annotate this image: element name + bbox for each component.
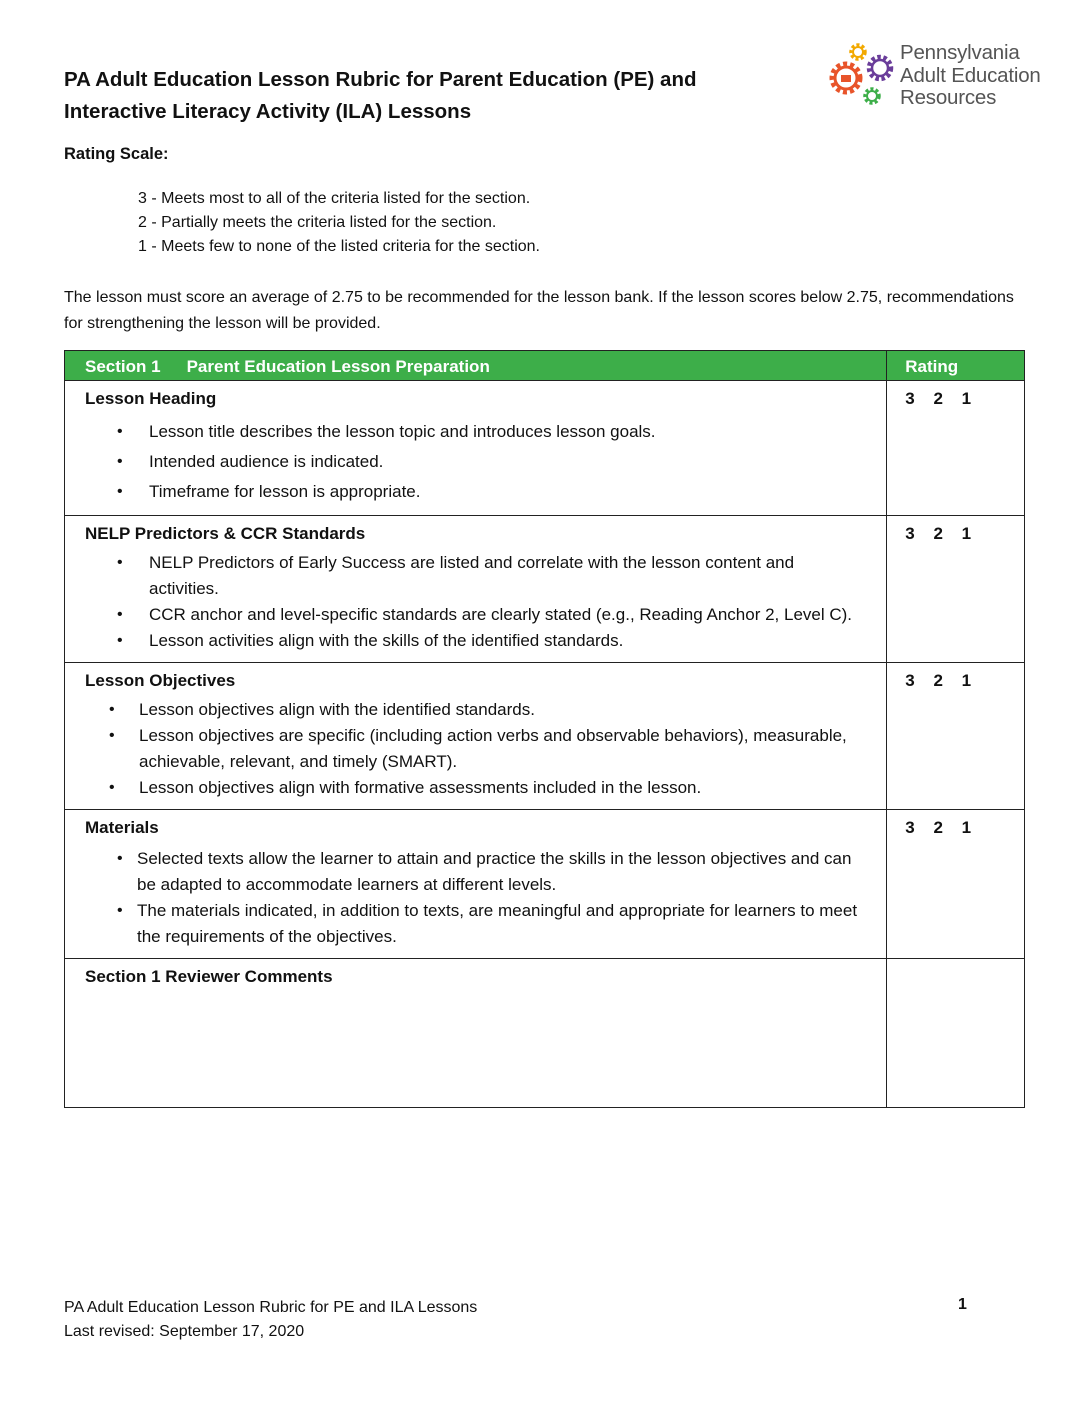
criterion-item: • Lesson objectives are specific (including action verbs and observable behaviors), measurable, achievable, relevant, and timely (SMART). bbox=[65, 723, 886, 775]
criterion-items bbox=[65, 846, 886, 950]
criterion-row bbox=[65, 516, 1025, 663]
rubric-table bbox=[64, 350, 1025, 1108]
rating-options: 3 2 1 bbox=[905, 671, 972, 690]
document-title bbox=[64, 64, 784, 128]
criterion-title: Lesson Objectives bbox=[85, 671, 236, 690]
criterion-title: NELP Predictors & CCR Standards bbox=[85, 524, 366, 543]
rating-scale-list bbox=[138, 187, 540, 259]
criterion-item: • NELP Predictors of Early Success are listed and correlate with the lesson content and activities. bbox=[65, 550, 886, 602]
footer-document-name: PA Adult Education Lesson Rubric for PE and ILA Lessons bbox=[64, 1299, 478, 1316]
footer bbox=[64, 1296, 477, 1344]
criterion-item: • Selected texts allow the learner to attain and practice the skills in the lesson objectives and can be adapted to accommodate learners at different levels. bbox=[65, 846, 886, 898]
page-number: 1 bbox=[958, 1296, 967, 1313]
section-header-cell bbox=[65, 351, 887, 381]
rating-scale-item: 1 - Meets few to none of the listed criteria for the section. bbox=[138, 238, 540, 255]
criterion-item: • Timeframe for lesson is appropriate. bbox=[65, 477, 886, 507]
logo-wordmark bbox=[900, 42, 1041, 110]
rating-header: Rating bbox=[887, 351, 1025, 381]
criterion-items bbox=[65, 697, 886, 801]
criterion-title: Materials bbox=[85, 818, 159, 837]
criterion-items bbox=[65, 417, 886, 507]
criterion-item: • The materials indicated, in addition to texts, are meaningful and appropriate for learners to meet the requirements of the objectives. bbox=[65, 898, 886, 950]
gears-icon bbox=[828, 40, 900, 112]
criterion-row bbox=[65, 810, 1025, 959]
logo-line-2: Adult Education bbox=[900, 63, 1041, 87]
criterion-item: • Lesson activities align with the skills of the identified standards. bbox=[65, 628, 886, 654]
rating-scale-item: 3 - Meets most to all of the criteria listed for the section. bbox=[138, 190, 531, 207]
criterion-row bbox=[65, 663, 1025, 810]
pa-adult-education-logo bbox=[828, 40, 1068, 114]
criterion-item: • Lesson objectives align with the identified standards. bbox=[65, 697, 886, 723]
criterion-item: • Intended audience is indicated. bbox=[65, 447, 886, 477]
rating-options: 3 2 1 bbox=[905, 524, 972, 543]
logo-line-3: Resources bbox=[900, 86, 997, 109]
criterion-title: Lesson Heading bbox=[85, 389, 217, 408]
logo-line-1: Pennsylvania bbox=[900, 41, 1020, 64]
rating-options: 3 2 1 bbox=[905, 818, 972, 837]
scoring-note: The lesson must score an average of 2.75 to be recommended for the lesson bank. If the lesson scores below 2.75, recommendations for strengthening the lesson will be provided. bbox=[64, 289, 1014, 332]
reviewer-comments-rating-cell[interactable] bbox=[887, 959, 1025, 1108]
reviewer-comments-title: Section 1 Reviewer Comments bbox=[85, 967, 333, 986]
criterion-row bbox=[65, 381, 1025, 516]
rating-options: 3 2 1 bbox=[905, 389, 972, 408]
section-label: Section 1 bbox=[85, 357, 161, 376]
criterion-item: • Lesson title describes the lesson topic and introduces lesson goals. bbox=[65, 417, 886, 447]
criterion-items bbox=[65, 550, 886, 654]
title-line-1: PA Adult Education Lesson Rubric for Parent Education (PE) and bbox=[64, 68, 697, 91]
rating-scale-item: 2 - Partially meets the criteria listed for the section. bbox=[138, 214, 497, 231]
footer-revision-date: Last revised: September 17, 2020 bbox=[64, 1323, 305, 1340]
criterion-item: • CCR anchor and level-specific standards are clearly stated (e.g., Reading Anchor 2, Level C). bbox=[65, 602, 886, 628]
reviewer-comments-row bbox=[65, 959, 1025, 1108]
section-title: Parent Education Lesson Preparation bbox=[186, 357, 490, 376]
criterion-item: • Lesson objectives align with formative assessments included in the lesson. bbox=[65, 775, 886, 801]
title-line-2: Interactive Literacy Activity (ILA) Lessons bbox=[64, 100, 472, 123]
section-header-row bbox=[65, 351, 1025, 381]
rating-scale-heading: Rating Scale: bbox=[64, 145, 169, 163]
